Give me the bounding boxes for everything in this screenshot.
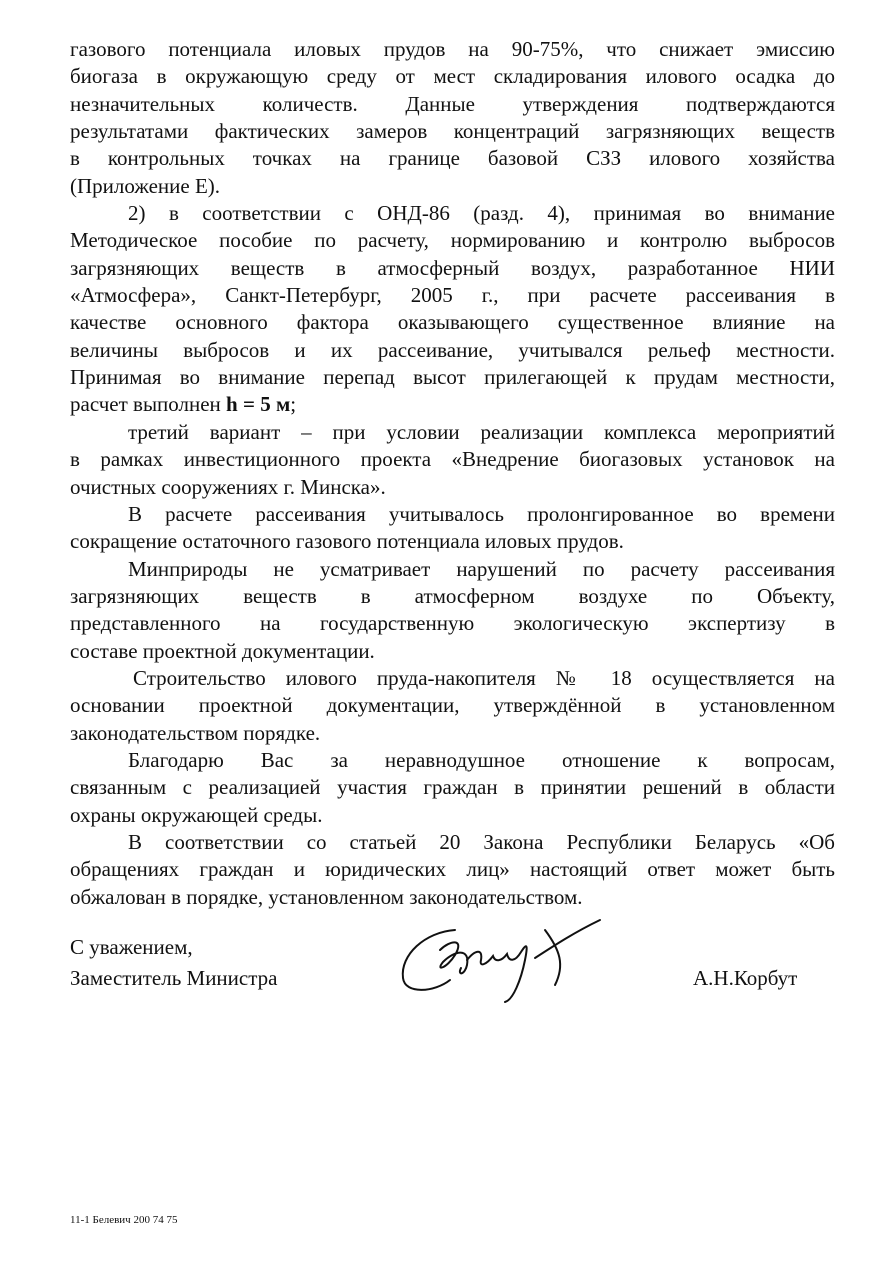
text-line-content: охраны окружающей среды.	[70, 802, 323, 827]
text-line-content: величины выбросов и их рассеивание, учитывался рельеф местности.	[70, 337, 835, 362]
text-line-content: результатами фактических замеров концентраций загрязняющих веществ	[70, 119, 835, 144]
text-line	[70, 337, 835, 364]
text-line-content: обжалован в порядке, установленном законодательством.	[70, 884, 583, 909]
text-line	[70, 884, 835, 911]
text-line	[70, 63, 835, 90]
text-line-content: сокращение остаточного газового потенциала иловых прудов.	[70, 529, 624, 554]
text-line	[70, 856, 835, 883]
text-line-content: основании проектной документации, утверждённой в установленном	[70, 693, 835, 718]
text-line-content: загрязняющих веществ в атмосферном воздухе по Объекту,	[70, 583, 835, 608]
text-line-content: Минприроды не усматривает нарушений по расчету рассеивания	[128, 556, 835, 581]
punctuation: ;	[290, 392, 297, 417]
text-line-content: расчет выполнен	[70, 392, 227, 417]
text-line	[70, 720, 835, 747]
text-line-content: в контрольных точках на границе базовой СЗЗ илового хозяйства	[70, 146, 835, 171]
text-line	[70, 501, 835, 528]
text-line-content: законодательством порядке.	[70, 720, 321, 745]
text-line	[70, 446, 835, 473]
text-line	[70, 665, 835, 692]
signer-position: Заместитель Министра	[70, 966, 278, 990]
text-line-content: третий вариант – при условии реализации комплекса мероприятий	[128, 419, 835, 444]
text-line	[70, 391, 835, 418]
text-line-content: В расчете рассеивания учитывалось пролонгированное во времени	[128, 501, 835, 526]
text-line-content: незначительных количеств. Данные утверждения подтверждаются	[70, 91, 835, 116]
text-line	[70, 118, 835, 145]
text-line	[70, 227, 835, 254]
signer-name: А.Н.Корбут	[693, 966, 798, 990]
text-line	[70, 364, 835, 391]
text-line	[70, 774, 835, 801]
text-line-content: составе проектной документации.	[70, 638, 375, 663]
text-line	[70, 829, 835, 856]
text-line-content: обращениях граждан и юридических лиц» настоящий ответ может быть	[70, 857, 835, 882]
text-line	[70, 173, 835, 200]
letter-body	[70, 36, 835, 911]
text-line	[70, 309, 835, 336]
text-line	[70, 638, 835, 665]
text-line-content: Благодарю Вас за неравнодушное отношение к вопросам,	[128, 747, 835, 772]
text-line	[70, 200, 835, 227]
height-value: h = 5 м	[226, 392, 291, 417]
footer-executor: 11-1 Белевич 200 74 75	[70, 1214, 178, 1226]
text-line-content: газового потенциала иловых прудов на 90-75%, что снижает эмиссию	[70, 37, 835, 61]
text-line-content: Методическое пособие по расчету, нормированию и контролю выбросов	[70, 228, 835, 253]
text-line	[70, 474, 835, 501]
text-line-content: (Приложение Е).	[70, 173, 221, 198]
text-line	[70, 419, 835, 446]
handwritten-signature	[395, 910, 605, 1005]
text-line-content: «Атмосфера», Санкт-Петербург, 2005 г., при расчете рассеивания в	[70, 283, 835, 308]
text-line	[70, 282, 835, 309]
text-line	[70, 583, 835, 610]
text-line	[70, 692, 835, 719]
text-line-content: представленного на государственную экологическую экспертизу в	[70, 611, 835, 636]
text-line	[70, 610, 835, 637]
text-line-content: качестве основного фактора оказывающего существенное влияние на	[70, 310, 835, 335]
text-line	[70, 36, 835, 63]
text-line-content: В соответствии со статьей 20 Закона Республики Беларусь «Об	[128, 829, 835, 854]
text-line	[70, 255, 835, 282]
closing: С уважением,	[70, 935, 193, 959]
text-line	[70, 802, 835, 829]
text-line	[70, 145, 835, 172]
text-line-content: 2) в соответствии с ОНД-86 (разд. 4), принимая во внимание	[128, 201, 835, 226]
text-line-content: связанным с реализацией участия граждан в принятии решений в области	[70, 775, 835, 800]
text-line	[70, 556, 835, 583]
text-line	[70, 91, 835, 118]
text-line-content: в рамках инвестиционного проекта «Внедрение биогазовых установок на	[70, 447, 835, 472]
text-line	[70, 747, 835, 774]
text-line-content: биогаза в окружающую среду от мест складирования илового осадка до	[70, 64, 835, 89]
text-line	[70, 528, 835, 555]
text-line-content: Принимая во внимание перепад высот прилегающей к прудам местности,	[70, 365, 835, 390]
text-line-content: Строительство илового пруда-накопителя № 18 осуществляется на	[133, 665, 835, 690]
text-line-content: очистных сооружениях г. Минска».	[70, 474, 386, 499]
text-line-content: загрязняющих веществ в атмосферный воздух, разработанное НИИ	[70, 255, 835, 280]
